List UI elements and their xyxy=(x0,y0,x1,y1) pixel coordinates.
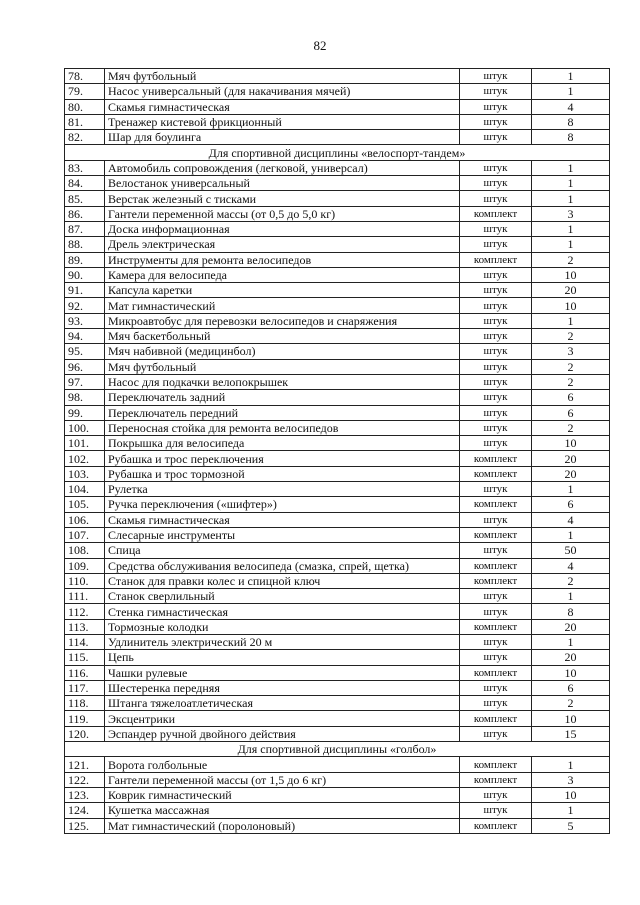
table-row xyxy=(65,436,610,451)
item-name: Мат гимнастический (поролоновый) xyxy=(105,818,460,833)
item-unit: комплект xyxy=(460,497,532,512)
item-unit: штук xyxy=(460,482,532,497)
table-row xyxy=(65,787,610,802)
item-quantity: 2 xyxy=(532,696,610,711)
table-row xyxy=(65,252,610,267)
item-unit: комплект xyxy=(460,206,532,221)
row-number: 78. xyxy=(65,69,105,84)
item-unit: комплект xyxy=(460,252,532,267)
table-row xyxy=(65,680,610,695)
table-row xyxy=(65,130,610,145)
item-quantity: 2 xyxy=(532,359,610,374)
table-row xyxy=(65,237,610,252)
item-name: Мат гимнастический xyxy=(105,298,460,313)
table-row xyxy=(65,803,610,818)
item-name: Покрышка для велосипеда xyxy=(105,436,460,451)
table-row xyxy=(65,313,610,328)
item-quantity: 1 xyxy=(532,589,610,604)
row-number: 100. xyxy=(65,420,105,435)
item-quantity: 3 xyxy=(532,206,610,221)
item-unit: штук xyxy=(460,191,532,206)
row-number: 115. xyxy=(65,650,105,665)
item-name: Камера для велосипеда xyxy=(105,267,460,282)
row-number: 89. xyxy=(65,252,105,267)
item-unit: комплект xyxy=(460,451,532,466)
item-quantity: 3 xyxy=(532,344,610,359)
row-number: 107. xyxy=(65,527,105,542)
row-number: 92. xyxy=(65,298,105,313)
section-header-row xyxy=(65,742,610,757)
item-quantity: 1 xyxy=(532,757,610,772)
row-number: 91. xyxy=(65,283,105,298)
item-name: Рубашка и трос переключения xyxy=(105,451,460,466)
item-unit: штук xyxy=(460,604,532,619)
item-name: Рубашка и трос тормозной xyxy=(105,466,460,481)
item-name: Коврик гимнастический xyxy=(105,787,460,802)
table-row xyxy=(65,558,610,573)
row-number: 102. xyxy=(65,451,105,466)
item-unit: штук xyxy=(460,374,532,389)
item-unit: штук xyxy=(460,130,532,145)
item-unit: штук xyxy=(460,329,532,344)
item-quantity: 10 xyxy=(532,298,610,313)
table-row xyxy=(65,160,610,175)
table-row xyxy=(65,84,610,99)
item-quantity: 10 xyxy=(532,665,610,680)
item-name: Слесарные инструменты xyxy=(105,527,460,542)
row-number: 106. xyxy=(65,512,105,527)
row-number: 86. xyxy=(65,206,105,221)
row-number: 94. xyxy=(65,329,105,344)
row-number: 124. xyxy=(65,803,105,818)
row-number: 79. xyxy=(65,84,105,99)
table-row xyxy=(65,619,610,634)
item-unit: штук xyxy=(460,221,532,236)
item-quantity: 5 xyxy=(532,818,610,833)
item-unit: штук xyxy=(460,512,532,527)
item-unit: штук xyxy=(460,420,532,435)
item-quantity: 50 xyxy=(532,543,610,558)
page-number: 82 xyxy=(313,38,327,53)
table-row xyxy=(65,543,610,558)
item-quantity: 2 xyxy=(532,573,610,588)
item-unit: комплект xyxy=(460,573,532,588)
row-number: 105. xyxy=(65,497,105,512)
table-row xyxy=(65,221,610,236)
table-row xyxy=(65,359,610,374)
item-name: Кушетка массажная xyxy=(105,803,460,818)
item-name: Ручка переключения («шифтер») xyxy=(105,497,460,512)
item-unit: штук xyxy=(460,787,532,802)
item-unit: комплект xyxy=(460,558,532,573)
item-name: Доска информационная xyxy=(105,221,460,236)
item-unit: штук xyxy=(460,650,532,665)
item-name: Шар для боулинга xyxy=(105,130,460,145)
item-name: Переключатель задний xyxy=(105,390,460,405)
item-quantity: 2 xyxy=(532,374,610,389)
row-number: 101. xyxy=(65,436,105,451)
item-name: Мяч футбольный xyxy=(105,359,460,374)
item-quantity: 6 xyxy=(532,497,610,512)
item-unit: штук xyxy=(460,283,532,298)
table-row xyxy=(65,772,610,787)
table-row xyxy=(65,451,610,466)
item-quantity: 20 xyxy=(532,650,610,665)
table-row xyxy=(65,665,610,680)
item-quantity: 4 xyxy=(532,99,610,114)
table-row xyxy=(65,390,610,405)
row-number: 119. xyxy=(65,711,105,726)
item-quantity: 1 xyxy=(532,69,610,84)
table-row xyxy=(65,604,610,619)
row-number: 81. xyxy=(65,114,105,129)
row-number: 83. xyxy=(65,160,105,175)
row-number: 93. xyxy=(65,313,105,328)
table-row xyxy=(65,818,610,833)
item-name: Ворота голбольные xyxy=(105,757,460,772)
section-header-row xyxy=(65,145,610,160)
section-title: Для спортивной дисциплины «велоспорт-тандем» xyxy=(65,145,610,160)
table-row xyxy=(65,114,610,129)
item-quantity: 4 xyxy=(532,512,610,527)
item-name: Автомобиль сопровождения (легковой, универсал) xyxy=(105,160,460,175)
item-name: Удлинитель электрический 20 м xyxy=(105,634,460,649)
item-name: Дрель электрическая xyxy=(105,237,460,252)
item-unit: штук xyxy=(460,696,532,711)
item-unit: штук xyxy=(460,359,532,374)
row-number: 88. xyxy=(65,237,105,252)
item-quantity: 1 xyxy=(532,527,610,542)
equipment-table xyxy=(64,68,610,834)
row-number: 98. xyxy=(65,390,105,405)
item-name: Штанга тяжелоатлетическая xyxy=(105,696,460,711)
item-quantity: 20 xyxy=(532,451,610,466)
row-number: 110. xyxy=(65,573,105,588)
item-quantity: 15 xyxy=(532,726,610,741)
item-name: Спица xyxy=(105,543,460,558)
row-number: 118. xyxy=(65,696,105,711)
item-name: Мяч баскетбольный xyxy=(105,329,460,344)
item-name: Насос для подкачки велопокрышек xyxy=(105,374,460,389)
item-name: Мяч футбольный xyxy=(105,69,460,84)
table-row xyxy=(65,176,610,191)
item-unit: штук xyxy=(460,99,532,114)
item-unit: комплект xyxy=(460,818,532,833)
table-row xyxy=(65,650,610,665)
table-row xyxy=(65,329,610,344)
row-number: 95. xyxy=(65,344,105,359)
item-name: Мяч набивной (медицинбол) xyxy=(105,344,460,359)
item-name: Станок сверлильный xyxy=(105,589,460,604)
item-unit: штук xyxy=(460,237,532,252)
table-row xyxy=(65,512,610,527)
row-number: 122. xyxy=(65,772,105,787)
row-number: 104. xyxy=(65,482,105,497)
item-quantity: 1 xyxy=(532,482,610,497)
table-row xyxy=(65,466,610,481)
table-row xyxy=(65,191,610,206)
row-number: 80. xyxy=(65,99,105,114)
item-quantity: 20 xyxy=(532,619,610,634)
table-row xyxy=(65,267,610,282)
item-quantity: 20 xyxy=(532,283,610,298)
table-row xyxy=(65,420,610,435)
item-unit: штук xyxy=(460,160,532,175)
item-name: Скамья гимнастическая xyxy=(105,512,460,527)
item-name: Переносная стойка для ремонта велосипедов xyxy=(105,420,460,435)
item-name: Велостанок универсальный xyxy=(105,176,460,191)
row-number: 125. xyxy=(65,818,105,833)
item-quantity: 1 xyxy=(532,191,610,206)
item-name: Цепь xyxy=(105,650,460,665)
item-unit: комплект xyxy=(460,665,532,680)
item-quantity: 1 xyxy=(532,221,610,236)
item-quantity: 1 xyxy=(532,634,610,649)
item-unit: штук xyxy=(460,543,532,558)
item-quantity: 1 xyxy=(532,84,610,99)
row-number: 109. xyxy=(65,558,105,573)
item-quantity: 1 xyxy=(532,176,610,191)
row-number: 117. xyxy=(65,680,105,695)
row-number: 108. xyxy=(65,543,105,558)
row-number: 87. xyxy=(65,221,105,236)
row-number: 85. xyxy=(65,191,105,206)
item-name: Скамья гимнастическая xyxy=(105,99,460,114)
item-name: Капсула каретки xyxy=(105,283,460,298)
item-unit: комплект xyxy=(460,711,532,726)
item-quantity: 2 xyxy=(532,420,610,435)
item-name: Средства обслуживания велосипеда (смазка, спрей, щетка) xyxy=(105,558,460,573)
item-name: Тренажер кистевой фрикционный xyxy=(105,114,460,129)
item-unit: комплект xyxy=(460,772,532,787)
item-quantity: 10 xyxy=(532,787,610,802)
row-number: 113. xyxy=(65,619,105,634)
row-number: 112. xyxy=(65,604,105,619)
item-name: Переключатель передний xyxy=(105,405,460,420)
item-unit: штук xyxy=(460,114,532,129)
item-quantity: 10 xyxy=(532,711,610,726)
table-row xyxy=(65,757,610,772)
item-unit: штук xyxy=(460,803,532,818)
item-quantity: 6 xyxy=(532,390,610,405)
row-number: 120. xyxy=(65,726,105,741)
item-quantity: 8 xyxy=(532,114,610,129)
table-row xyxy=(65,634,610,649)
row-number: 82. xyxy=(65,130,105,145)
row-number: 103. xyxy=(65,466,105,481)
item-quantity: 3 xyxy=(532,772,610,787)
table-row xyxy=(65,206,610,221)
item-unit: штук xyxy=(460,313,532,328)
row-number: 99. xyxy=(65,405,105,420)
table-row xyxy=(65,99,610,114)
item-unit: штук xyxy=(460,436,532,451)
item-quantity: 1 xyxy=(532,803,610,818)
equipment-table-body xyxy=(65,69,610,834)
table-row xyxy=(65,344,610,359)
row-number: 114. xyxy=(65,634,105,649)
item-name: Микроавтобус для перевозки велосипедов и снаряжения xyxy=(105,313,460,328)
row-number: 90. xyxy=(65,267,105,282)
item-quantity: 2 xyxy=(532,252,610,267)
item-unit: комплект xyxy=(460,527,532,542)
item-name: Эспандер ручной двойного действия xyxy=(105,726,460,741)
table-row xyxy=(65,726,610,741)
table-row xyxy=(65,482,610,497)
item-name: Верстак железный с тисками xyxy=(105,191,460,206)
item-unit: штук xyxy=(460,267,532,282)
table-row xyxy=(65,711,610,726)
row-number: 84. xyxy=(65,176,105,191)
item-unit: штук xyxy=(460,634,532,649)
item-quantity: 4 xyxy=(532,558,610,573)
table-row xyxy=(65,696,610,711)
table-row xyxy=(65,405,610,420)
section-title: Для спортивной дисциплины «голбол» xyxy=(65,742,610,757)
item-unit: комплект xyxy=(460,619,532,634)
item-name: Гантели переменной массы (от 0,5 до 5,0 кг) xyxy=(105,206,460,221)
item-quantity: 6 xyxy=(532,405,610,420)
table-row xyxy=(65,589,610,604)
item-unit: штук xyxy=(460,69,532,84)
row-number: 123. xyxy=(65,787,105,802)
item-name: Рулетка xyxy=(105,482,460,497)
item-unit: комплект xyxy=(460,757,532,772)
item-name: Инструменты для ремонта велосипедов xyxy=(105,252,460,267)
item-unit: штук xyxy=(460,176,532,191)
item-name: Станок для правки колес и спицной ключ xyxy=(105,573,460,588)
table-row xyxy=(65,374,610,389)
row-number: 121. xyxy=(65,757,105,772)
item-unit: штук xyxy=(460,344,532,359)
row-number: 97. xyxy=(65,374,105,389)
item-name: Насос универсальный (для накачивания мячей) xyxy=(105,84,460,99)
item-quantity: 6 xyxy=(532,680,610,695)
item-quantity: 10 xyxy=(532,436,610,451)
item-unit: комплект xyxy=(460,466,532,481)
row-number: 96. xyxy=(65,359,105,374)
item-unit: штук xyxy=(460,405,532,420)
row-number: 116. xyxy=(65,665,105,680)
item-unit: штук xyxy=(460,390,532,405)
item-quantity: 20 xyxy=(532,466,610,481)
item-name: Тормозные колодки xyxy=(105,619,460,634)
item-quantity: 1 xyxy=(532,237,610,252)
item-quantity: 8 xyxy=(532,604,610,619)
table-row xyxy=(65,573,610,588)
table-row xyxy=(65,283,610,298)
item-quantity: 8 xyxy=(532,130,610,145)
table-row xyxy=(65,298,610,313)
item-quantity: 2 xyxy=(532,329,610,344)
item-name: Эксцентрики xyxy=(105,711,460,726)
item-unit: штук xyxy=(460,298,532,313)
table-row xyxy=(65,69,610,84)
item-quantity: 10 xyxy=(532,267,610,282)
item-name: Чашки рулевые xyxy=(105,665,460,680)
item-unit: штук xyxy=(460,680,532,695)
table-row xyxy=(65,497,610,512)
item-unit: штук xyxy=(460,589,532,604)
item-quantity: 1 xyxy=(532,160,610,175)
item-name: Гантели переменной массы (от 1,5 до 6 кг) xyxy=(105,772,460,787)
item-unit: штук xyxy=(460,84,532,99)
row-number: 111. xyxy=(65,589,105,604)
item-name: Стенка гимнастическая xyxy=(105,604,460,619)
item-name: Шестеренка передняя xyxy=(105,680,460,695)
item-quantity: 1 xyxy=(532,313,610,328)
table-row xyxy=(65,527,610,542)
item-unit: штук xyxy=(460,726,532,741)
